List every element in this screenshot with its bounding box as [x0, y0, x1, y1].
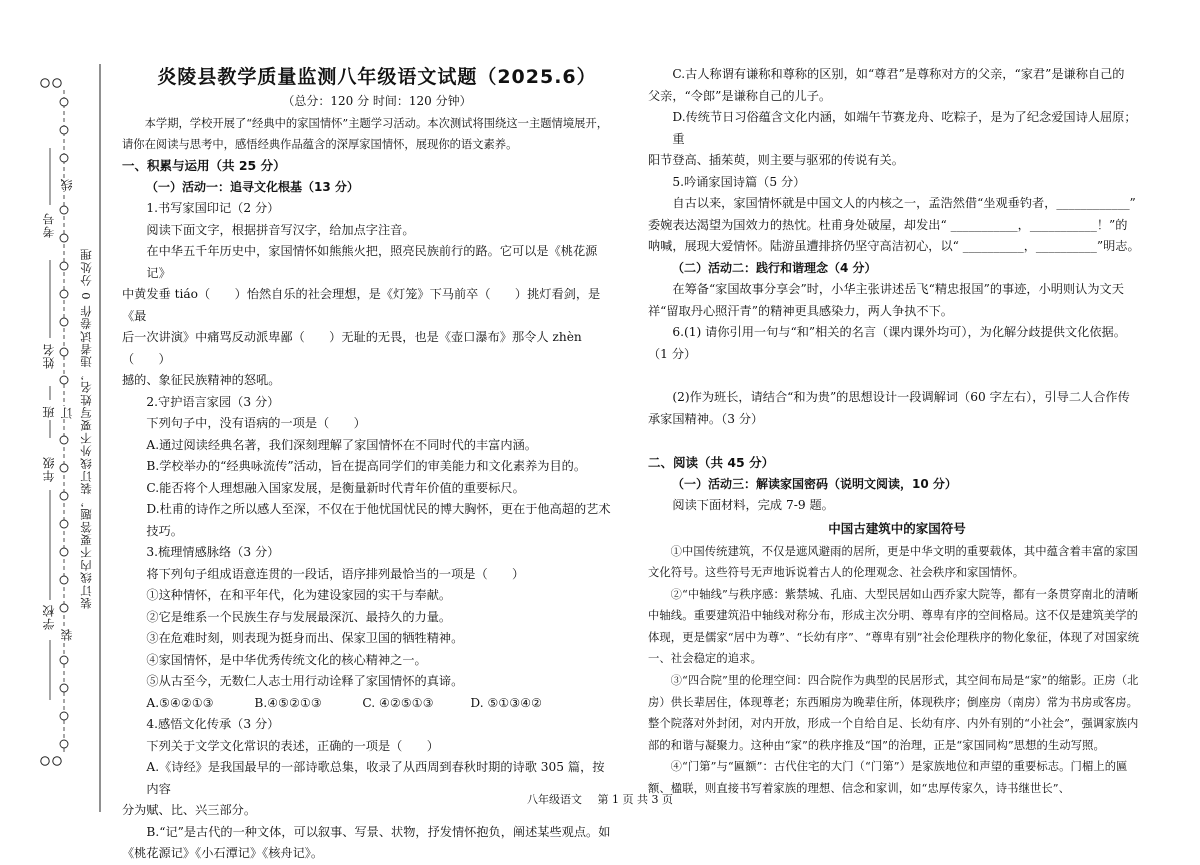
- name-label: 姓名: [42, 343, 56, 369]
- question-3-desc: 将下列句子组成语意连贯的一段话，语序排列最恰当的一项是（ ）: [146, 566, 525, 581]
- question-1-text: 中黄发垂 tiáo（ ）怡然自乐的社会理想，是《灯笼》下马前卒（ ）挑灯看剑，是《最: [122, 287, 601, 323]
- question-2-desc: 下列句子中，没有语病的一项是（ ）: [146, 416, 366, 430]
- option-c: C. ④②⑤①③: [362, 695, 434, 710]
- question-1-desc: 阅读下面文字，根据拼音写汉字，给加点字注音。: [146, 222, 415, 237]
- sentence-1: ①这种情怀，在和平年代，化为建设家园的实干与奉献。: [146, 588, 452, 602]
- activity-2-text: 在筹备“家国故事分享会”时，小华主张讲述岳飞“精忠报国”的事迹，小明则认为文天: [672, 282, 1124, 296]
- activity-2-heading: （二）活动二：践行和谐理念（4 分）: [672, 260, 877, 275]
- intro-paragraph: 本学期，学校开展了“经典中的家国情怀”主题学习活动。本次测试将围绕这一主题情境展开，请你在阅读与思考中，感悟经典作品蕴含的深厚家国情怀，展现你的语文素养。: [122, 117, 609, 151]
- binding-char: 装: [60, 628, 74, 641]
- grade-label: 年级: [42, 456, 56, 482]
- activity-3-heading: （一）活动三：解读家国密码（说明文阅读，10 分）: [672, 476, 957, 491]
- line-char: 线: [60, 178, 74, 191]
- option-b: B.学校举办的“经典咏流传”活动，旨在提高同学们的审美能力和文化素养为目的。: [146, 459, 587, 473]
- section-2-heading: 二、阅读（共 45 分）: [648, 455, 775, 470]
- option-c-cont: 父亲，“令郎”是谦称自己的儿子。: [648, 88, 832, 103]
- exam-info: （总分：120 分 时间：120 分钟）: [282, 94, 472, 108]
- left-column: [122, 64, 612, 865]
- sentence-2: ②它是维系一个民族生存与发展最深沉、最持久的力量。: [146, 609, 452, 624]
- activity-2-text: 祥“留取丹心照汗青”的精神更具感染力，两人争执不下。: [648, 303, 953, 318]
- question-5-text: 呐喊，展现大爱情怀。陆游虽遭排挤仍坚守高洁初心，以“ __________，__________”明志。: [648, 239, 1140, 253]
- option-c: C.古人称谓有谦称和尊称的区别，如“尊君”是尊称对方的父亲，“家君”是谦称自己的: [672, 67, 1125, 81]
- option-a-cont: 分为赋、比、兴三部分。: [122, 803, 257, 817]
- section-1-heading: 一、积累与运用（共 25 分）: [122, 158, 286, 173]
- question-5-text: 自古以来，家国情怀就是中国文人的内核之一，孟浩然借“坐观垂钓者，____________”: [672, 196, 1136, 210]
- question-1-text: 在中华五千年历史中，家国情怀如熊熊火把，照亮民族前行的路。它可以是《桃花源记》: [146, 244, 598, 280]
- school-label: 学校: [42, 604, 56, 630]
- option-d-cont: 阳节登高、插茱萸，则主要与驱邪的传说有关。: [648, 153, 904, 167]
- article-paragraph-3: ③“四合院”里的伦理空间：四合院作为典型的民居形式，其空间布局是“家”的缩影。正房（北房）供长辈居住，体现尊老；东西厢房为晚辈住所，体现秩序；倒座房（南房）常为书房或客房。整个院落对外封闭，对内开放，形成一个自给自足、长幼有序、内外有别的“小社会”，强调家族内部的和谐与凝聚力。这种由“家”的秩序推及“国”的治理，正是“家国同构”思想的生动写照。: [648, 674, 1139, 752]
- question-3-options: [122, 693, 612, 715]
- class-label: 班: [42, 405, 56, 418]
- question-4-desc: 下列关于文学文化常识的表述，正确的一项是（ ）: [146, 738, 439, 753]
- answer-space: [648, 365, 1146, 387]
- activity-3-desc: 阅读下面材料，完成 7-9 题。: [672, 498, 834, 512]
- binding-strip: [0, 0, 100, 821]
- answer-space: [648, 430, 1146, 452]
- page-title: 炎陵县教学质量监测八年级语文试题（2025.6）: [157, 66, 597, 88]
- option-d: D.传统节日习俗蕴含文化内涵，如端午节赛龙舟、吃粽子，是为了纪念爱国诗人屈原；重: [672, 110, 1137, 146]
- option-b-cont: 《桃花源记》《小石潭记》《核舟记》。: [122, 846, 324, 860]
- page-footer: [0, 791, 1200, 807]
- option-d: D.杜甫的诗作之所以感人至深，不仅在于他忧国忧民的博大胸怀，更在于他高超的艺术技巧。: [146, 502, 611, 538]
- activity-1-heading: （一）活动一：追寻文化根基（13 分）: [146, 179, 359, 194]
- binding-notice: 装订线内不要答题，装订线外不要写姓名，违者试卷作 0 分处理: [79, 248, 93, 610]
- option-a: A.⑤④②①③: [146, 695, 214, 710]
- footer-page-number: 第 1 页 共 3 页: [597, 793, 673, 806]
- article-title: 中国古建筑中的家国符号: [828, 520, 966, 536]
- question-3-title: 3.梳理情感脉络（3 分）: [146, 545, 280, 559]
- option-b: B.“记”是古代的一种文体，可以叙事、写景、状物，抒发情怀抱负，阐述某些观点。如: [146, 824, 611, 839]
- question-2-title: 2.守护语言家园（3 分）: [146, 394, 280, 409]
- article-paragraph-2: ②“中轴线”与秩序感：紫禁城、孔庙、大型民居如山西乔家大院等，都有一条贯穿南北的清晰中轴线。重要建筑沿中轴线对称分布，形成主次分明、尊卑有序的空间格局。这不仅是建筑美学的体现，更是儒家“居中为尊”、“长幼有序”、“尊卑有别”社会伦理秩序的物化象征，体现了对国家统一、社会稳定的追求。: [648, 587, 1140, 666]
- sentence-3: ③在危难时刻，则表现为挺身而出、保家卫国的牺牲精神。: [146, 631, 464, 645]
- option-b: B.④⑤②①③: [254, 695, 322, 710]
- article-paragraph-1: ①中国传统建筑，不仅是遮风避雨的居所，更是中华文明的重要载体，其中蕴含着丰富的家国文化符号。这些符号无声地诉说着古人的伦理观念、社会秩序和家国情怀。: [648, 544, 1138, 580]
- question-6-2-cont: 承家国精神。（3 分）: [648, 411, 764, 426]
- question-4-title: 4.感悟文化传承（3 分）: [146, 717, 280, 731]
- option-d: D. ⑤①③④②: [470, 695, 543, 710]
- question-6-2: (2)作为班长，请结合“和为贵”的思想设计一段调解词（60 字左右），引导二人合作传: [672, 390, 1130, 404]
- sentence-4: ④家国情怀，是中华优秀传统文化的核心精神之一。: [146, 652, 427, 667]
- option-c: C.能否将个人理想融入国家发展，是衡量新时代青年价值的重要标尺。: [146, 480, 525, 495]
- option-a: A.《诗经》是我国最早的一部诗歌总集，收录了从西周到春秋时期的诗歌 305 篇，按内容: [146, 760, 605, 796]
- sentence-5: ⑤从古至今，无数仁人志士用行动诠释了家国情怀的真谛。: [146, 674, 464, 688]
- right-column: [648, 64, 1146, 800]
- question-1-text: 撼的、象征民族精神的怒吼。: [122, 373, 281, 387]
- question-6-1-score: （1 分）: [648, 346, 697, 361]
- question-5-title: 5.吟诵家国诗篇（5 分）: [672, 174, 806, 189]
- exam-number-label: 考号: [42, 212, 56, 238]
- question-5-text: 委婉表达渴望为国效力的热忱。杜甫身处破屋，却发出“ ___________，___________！”的: [648, 217, 1128, 232]
- option-a: A.通过阅读经典名著，我们深刻理解了家国情怀在不同时代的丰富内涵。: [146, 437, 537, 452]
- question-6-1: 6.(1) 请你引用一句与“和”相关的名言（课内课外均可），为化解分歧提供文化依据。: [672, 325, 1126, 339]
- question-1-title: 1.书写家国印记（2 分）: [146, 201, 280, 215]
- question-1-text: 后一次讲演》中痛骂反动派卑鄙（ ）无耻的无畏，也是《壶口瀑布》那令人 zhèn（ ）: [122, 330, 582, 366]
- bind-char: 订: [60, 406, 74, 419]
- article-paragraph-4: ④“门第”与“匾额”：古代住宅的大门（“门第”）是家族地位和声望的重要标志。门楣上的匾额、楹联，则直接书写着家族的理想、信念和家训，如“忠厚传家久，诗书继世长”、: [648, 760, 1128, 796]
- footer-subject: 八年级语文: [527, 793, 582, 806]
